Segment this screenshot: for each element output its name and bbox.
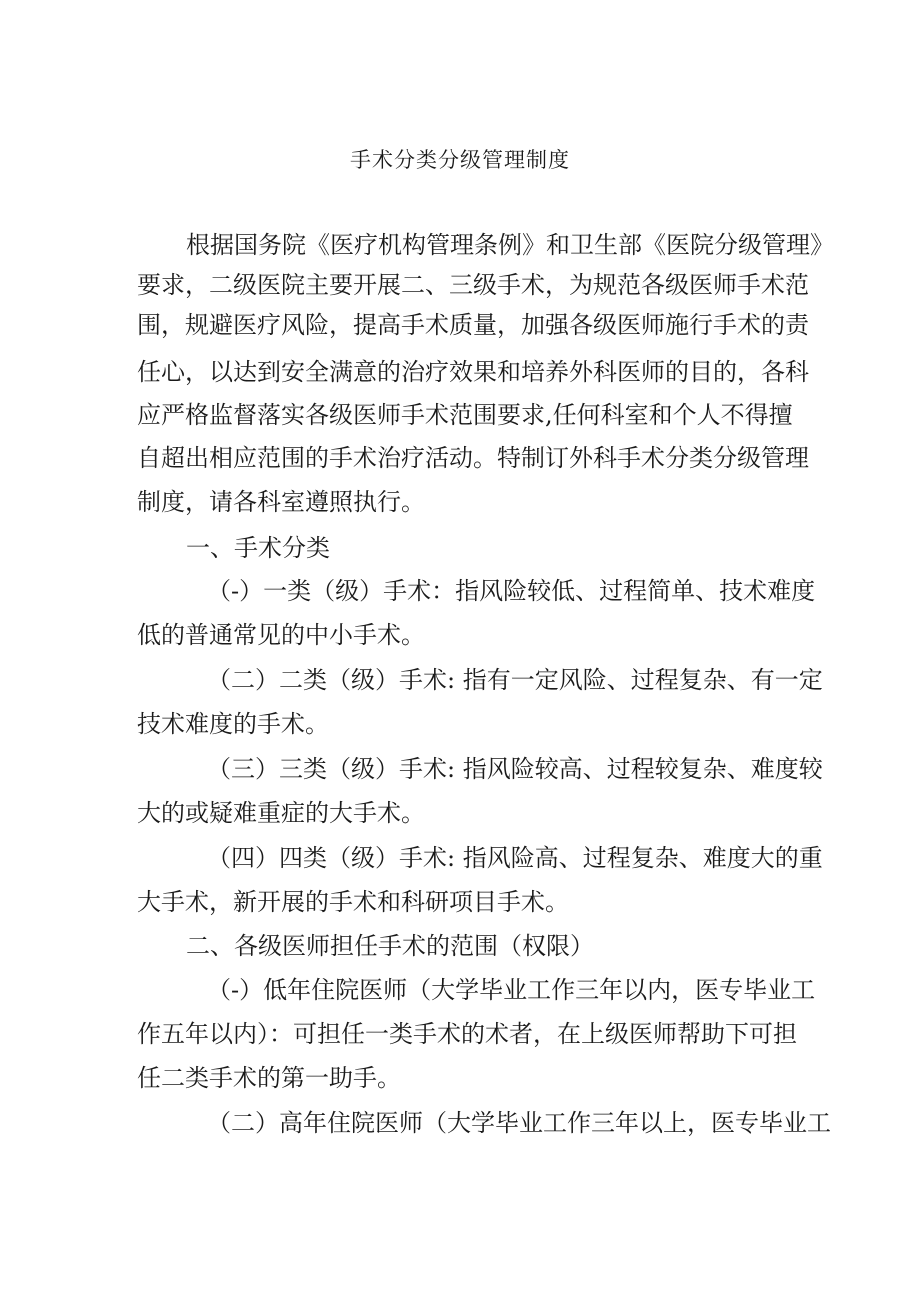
scope-item-1-line: 作五年以内）：可担任一类手术的术者，在上级医师帮助下可担 <box>137 1020 797 1048</box>
classification-item-3-line: 大的或疑难重症的大手术。 <box>137 799 425 827</box>
intro-line: 根据国务院《医疗机构管理条例》和卫生部《医院分级管理》 <box>186 231 834 259</box>
section-heading-physician-scope: 二、各级医师担任手术的范围（权限） <box>186 932 594 960</box>
classification-item-1-line: 低的普通常见的中小手术。 <box>137 621 425 649</box>
scope-item-1-line: （-）低年住院医师（大学毕业工作三年以内，医专毕业工 <box>207 976 816 1004</box>
scope-item-2-line: （二）高年住院医师（大学毕业工作三年以上，医专毕业工 <box>207 1109 831 1137</box>
document-title: 手术分类分级管理制度 <box>350 148 570 172</box>
intro-line: 任心，以达到安全满意的治疗效果和培养外科医师的目的，各科 <box>137 358 809 386</box>
scope-item-1-line: 任二类手术的第一助手。 <box>137 1064 401 1092</box>
classification-item-3-line: （三）三类（级）手术: 指风险较高、过程较复杂、难度较 <box>207 755 823 783</box>
classification-item-4-line: 大手术，新开展的手术和科研项目手术。 <box>137 888 569 916</box>
classification-item-2-line: 技术难度的手术。 <box>137 710 329 738</box>
intro-line: 制度，请各科室遵照执行。 <box>137 488 425 516</box>
intro-line: 围，规避医疗风险，提高手术质量，加强各级医师施行手术的责 <box>137 311 809 339</box>
section-heading-classification: 一、手术分类 <box>186 534 330 562</box>
classification-item-2-line: （二）二类（级）手术: 指有一定风险、过程复杂、有一定 <box>207 666 823 694</box>
classification-item-4-line: （四）四类（级）手术: 指风险高、过程复杂、难度大的重 <box>207 844 823 872</box>
intro-line: 自超出相应范围的手术治疗活动。特制订外科手术分类分级管理 <box>137 444 809 472</box>
intro-line: 应严格监督落实各级医师手术范围要求,任何科室和个人不得擅 <box>137 401 793 429</box>
classification-item-1-line: （-）一类（级）手术：指风险较低、过程简单、技术难度 <box>207 577 816 605</box>
intro-line: 要求，二级医院主要开展二、三级手术，为规范各级医师手术范 <box>137 271 809 299</box>
